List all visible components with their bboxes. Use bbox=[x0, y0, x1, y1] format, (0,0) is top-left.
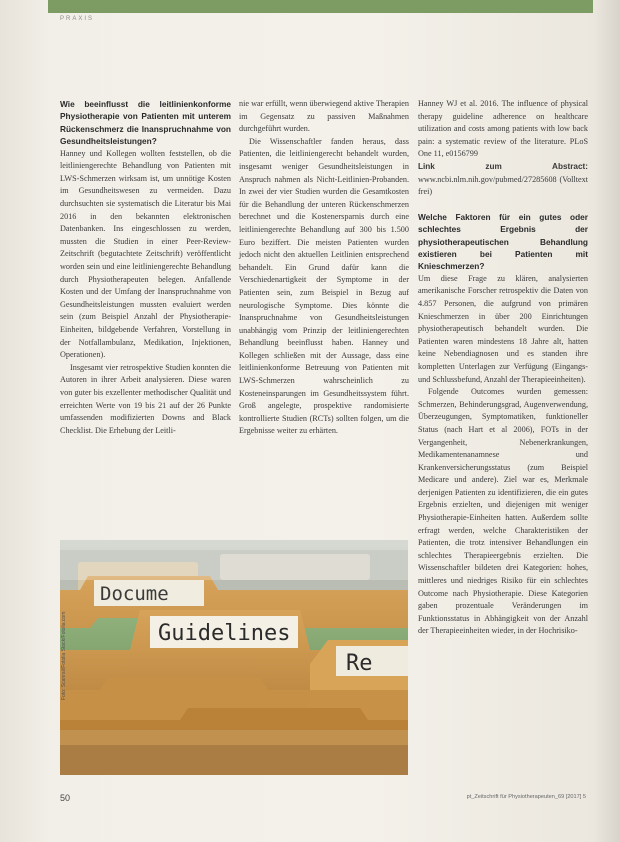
top-color-bar bbox=[48, 0, 593, 13]
folder-tab-label-2: Guidelines bbox=[158, 621, 291, 646]
journal-footer: pt_Zeitschrift für Physiotherapeuten_69 [2017] 5 bbox=[466, 794, 586, 800]
abstract-link-line bbox=[418, 161, 588, 199]
abstract-link-label: Link zum Abstract: bbox=[418, 161, 588, 171]
page-fold-shadow bbox=[593, 0, 619, 842]
article-1-paragraph-2: Insgesamt vier retrospektive Studien konnten die Autoren in ihrer Arbeit analysieren. Diese waren von guter bis exzellenter methodischer Qualität und erreichten Werte von 19 bis 21 auf der 26 Punkte umfassenden modifizierten Downs and Black Checklist. Die Erhebung der Leitli- bbox=[60, 362, 231, 435]
page-number: 50 bbox=[60, 793, 71, 803]
folder-tab-label-3: Re bbox=[346, 651, 373, 676]
article-heading-1: Wie beeinflusst die leitlinienkonforme Physiotherapie von Patienten mit unterem Rückenschmerz die Inanspruchnahme von Gesundheitsleistungen? bbox=[60, 99, 231, 147]
article-2-paragraph-2: Folgende Outcomes wurden gemessen: Schmerzen, Behinderungsgrad, Augenverwendung, Überzeugungen, Symptomatiken, funktioneller Status (nach Hart et al 2006), FOTs in der Vergangenheit, Nebenerkrankungen, Medikamentenanamnese und Krankenversicherungsstatus (zum Beispiel Medicare und andere). Ziel war es, Merkmale derjenigen Patienten zu identifizieren, die ein gutes Ergebnis erzielten, und diejenigen mit weniger Physiotherapie-Einheiten hatten. Außerdem sollte erfragt werden, welche Charakteristiken der Patienten, die trotz intensiver Behandlungen ein schlechtes Therapieergebnis erzielten. Die Wissenschaftler bildeten drei Kategorien: hohes, mittleres und niedriges Risiko für ein schlechtes Outcome nach Physiotherapie. Diese Kategorien gaben prozentuale Veränderungen im Funktionsstatus in Abhängigkeit von der Anzahl der Therapieeinheiten wieder, in der Hochrisiko- bbox=[418, 387, 588, 636]
abstract-link-note: (Volltext frei) bbox=[418, 174, 588, 197]
guidelines-folder-photo bbox=[60, 540, 408, 775]
reference-citation: Hanney WJ et al. 2016. The influence of physical therapy guideline adherence on healthcare utilization and costs among patients with low back pain: a systematic review of the literature. PLoS One 11, e0156799 bbox=[418, 99, 588, 159]
article-heading-2: Welche Faktoren für ein gutes oder schlechtes Ergebnis der physiotherapeutischen Behandlung existieren bei Patienten mit Knieschmerzen? bbox=[418, 211, 588, 272]
section-label: PRAXIS bbox=[60, 16, 95, 22]
article-1-paragraph-1: Hanney und Kollegen wollten feststellen, ob die leitliniengerechte Behandlung von Patienten mit LWS-Schmerzen wirksam ist, um unnötige Kosten im Gesundheitswesen zu vermeiden. Dazu durchsuchten sie systematisch die Literatur bis Mai 2016 in den bekannten elektronischen Datenbanken. Ins eingeschlossen zu werden, mussten die Studien in einer Peer-Review-Zeitschrift (begutachtete Zeitschrift) veröffentlicht worden sein und eine leitliniengerechte Behandlung durch Physiotherapeuten belegen. Anfallende Kosten und der Umfang der Inanspruchnahme von Gesundheitsleistungen mussten evaluiert werden sein (zum Beispiel Anzahl der Physiotherapie-Einheiten, bildgebende Verfahren, Vorstellung in der Notfallambulanz, Medikation, Injektionen, Operationen). bbox=[60, 148, 231, 360]
folder-tab-label-1: Docume bbox=[100, 583, 169, 605]
column-1 bbox=[60, 98, 231, 437]
column-3 bbox=[418, 98, 588, 638]
photo-credit: Foto: Scanrail/Fotolia Stock/Fotolia.com bbox=[61, 611, 67, 700]
article-1-paragraph-4: Die Wissenschaftler fanden heraus, dass Patienten, die leitliniengerecht behandelt wurden, insgesamt weniger Gesundheitsleistungen in Anspruch nahmen als Nicht-Leitlinien-Probanden. In zwei der vier Studien wurden die Gesamtkosten für die Behandlung der unteren Rückenschmerzen berechnet und die Kostenersparnis durch eine leitliniengerechte Behandlung auf 300 bis 1.500 Euro beziffert. Die meisten Patienten wurden jedoch nicht den aktuellen Leitlinien entsprechend behandelt. Ein Grund dafür kann die Verschiedenartigkeit der Symptome in der Patienten sein, zum Beispiel in Bezug auf neurologische Symptome. Dies könnte die Inanspruchnahme von Gesundheitsleistungen unabhängig vom Prinzip der leitliniengerechten Behandlung beeinflusst haben. Hanney und Kollegen schließen mit der Aussage, dass eine leitlinienkonforme Betreuung von Patienten mit LWS-Schmerzen wahrscheinlich zu Kosteneinsparungen im Gesundheitssystem führt. Groß angelegte, prospektive randomisierte kontrollierte Studien (RCTs) sollten folgen, um die Ergebnisse weiter zu erhärten. bbox=[239, 136, 409, 436]
article-2-paragraph-1: Um diese Frage zu klären, analysierten amerikanische Forscher retrospektiv die Daten von 4.857 Personen, die aufgrund von primären Knieschmerzen in über 200 Einrichtungen physiotherapeutisch behandelt wurden. Die Patienten waren mindestens 18 Jahre alt, hatten keine Nebendiagnosen und es standen ihre kompletten Unterlagen zur Verfügung (Eingangs- und Schlussbefund, Anzahl der Therapieeinheiten). bbox=[418, 273, 588, 384]
article-1-paragraph-3: nie war erfüllt, wenn überwiegend aktive Therapien im Gegensatz zu passiven Maßnahmen durchgeführt wurden. bbox=[239, 99, 409, 134]
abstract-link[interactable]: www.ncbi.nlm.nih.gov/pubmed/27285608 bbox=[418, 174, 557, 184]
folder-illustration bbox=[60, 540, 408, 775]
column-2 bbox=[239, 98, 409, 438]
